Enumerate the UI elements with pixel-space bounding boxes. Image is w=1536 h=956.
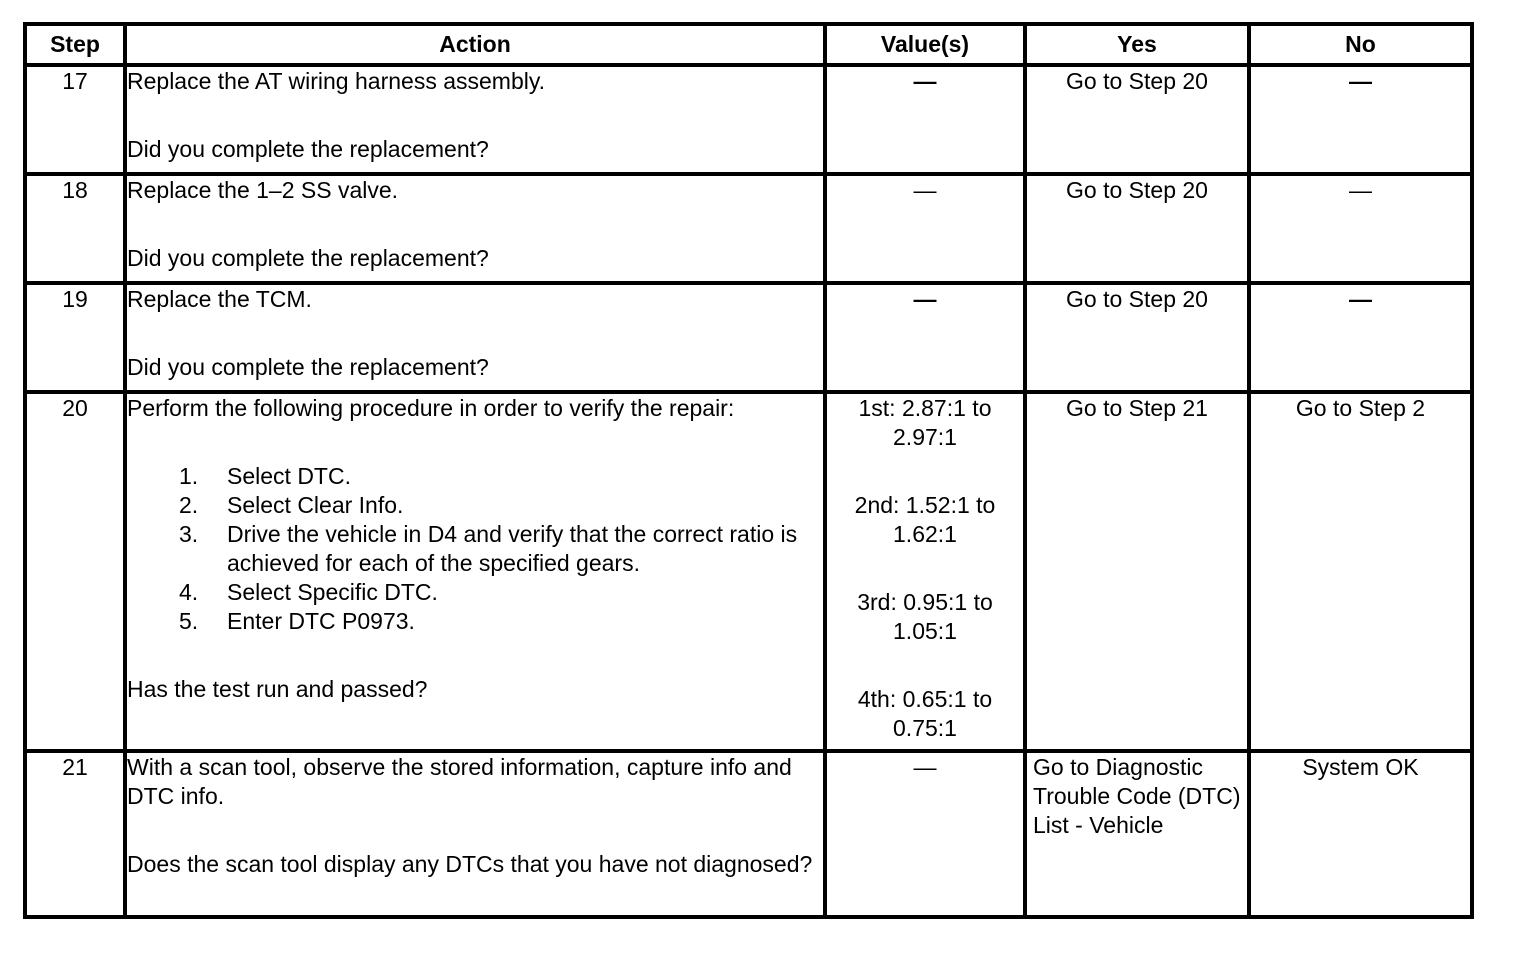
list-item: 2. Select Clear Info. xyxy=(179,492,404,518)
value-cell xyxy=(825,392,1025,751)
action-text: With a scan tool, observe the stored information, capture info and DTC info. xyxy=(127,754,792,809)
step-number: 19 xyxy=(25,283,125,392)
table-row xyxy=(25,392,1472,751)
value-cell: — xyxy=(825,174,1025,283)
header-values: Value(s) xyxy=(825,24,1025,65)
gear-ratio-1st: 1st: 2.87:1 to 2.97:1 xyxy=(858,395,992,450)
action-text: Replace the AT wiring harness assembly. xyxy=(127,68,546,94)
gear-ratio-2nd: 2nd: 1.52:1 to 1.62:1 xyxy=(854,492,996,547)
action-cell xyxy=(125,392,825,751)
step-number: 21 xyxy=(25,751,125,917)
list-item: 4. Select Specific DTC. xyxy=(179,579,438,605)
gear-ratio-4th: 4th: 0.65:1 to 0.75:1 xyxy=(857,686,993,741)
action-cell xyxy=(125,65,825,174)
yes-cell: Go to Step 20 xyxy=(1025,174,1249,283)
procedure-list xyxy=(127,462,823,636)
action-question: Did you complete the replacement? xyxy=(127,136,489,162)
yes-cell: Go to Step 20 xyxy=(1025,65,1249,174)
no-cell: — xyxy=(1249,283,1472,392)
action-question: Has the test run and passed? xyxy=(127,676,428,702)
action-cell xyxy=(125,751,825,917)
header-step: Step xyxy=(25,24,125,65)
table-row xyxy=(25,283,1472,392)
no-cell: — xyxy=(1249,65,1472,174)
list-item: 1. Select DTC. xyxy=(179,463,351,489)
action-question: Did you complete the replacement? xyxy=(127,245,489,271)
no-cell: — xyxy=(1249,174,1472,283)
value-cell: — xyxy=(825,751,1025,917)
diagnostic-table xyxy=(23,22,1474,919)
yes-cell: Go to Step 20 xyxy=(1025,283,1249,392)
action-cell xyxy=(125,174,825,283)
header-yes: Yes xyxy=(1025,24,1249,65)
action-question: Did you complete the replacement? xyxy=(127,354,489,380)
header-no: No xyxy=(1249,24,1472,65)
table-row xyxy=(25,65,1472,174)
header-row xyxy=(25,24,1472,65)
table-row xyxy=(25,751,1472,917)
gear-ratio-3rd: 3rd: 0.95:1 to 1.05:1 xyxy=(857,589,993,644)
step-number: 18 xyxy=(25,174,125,283)
list-item: 5. Enter DTC P0973. xyxy=(179,608,415,634)
step-number: 20 xyxy=(25,392,125,751)
no-cell: Go to Step 2 xyxy=(1249,392,1472,751)
list-item: 3. Drive the vehicle in D4 and verify that the correct ratio is achieved for each of the specified gears. xyxy=(179,521,798,576)
step-number: 17 xyxy=(25,65,125,174)
value-cell: — xyxy=(825,65,1025,174)
no-cell: System OK xyxy=(1249,751,1472,917)
table-row xyxy=(25,174,1472,283)
action-text: Replace the TCM. xyxy=(127,286,312,312)
action-text: Replace the 1–2 SS valve. xyxy=(127,177,399,203)
header-action: Action xyxy=(125,24,825,65)
value-cell: — xyxy=(825,283,1025,392)
action-text: Perform the following procedure in order to verify the repair: xyxy=(127,395,735,421)
action-cell xyxy=(125,283,825,392)
yes-cell: Go to Step 21 xyxy=(1025,392,1249,751)
yes-cell: Go to Diagnostic Trouble Code (DTC) List - Vehicle xyxy=(1025,751,1249,917)
action-question: Does the scan tool display any DTCs that you have not diagnosed? xyxy=(127,851,813,877)
